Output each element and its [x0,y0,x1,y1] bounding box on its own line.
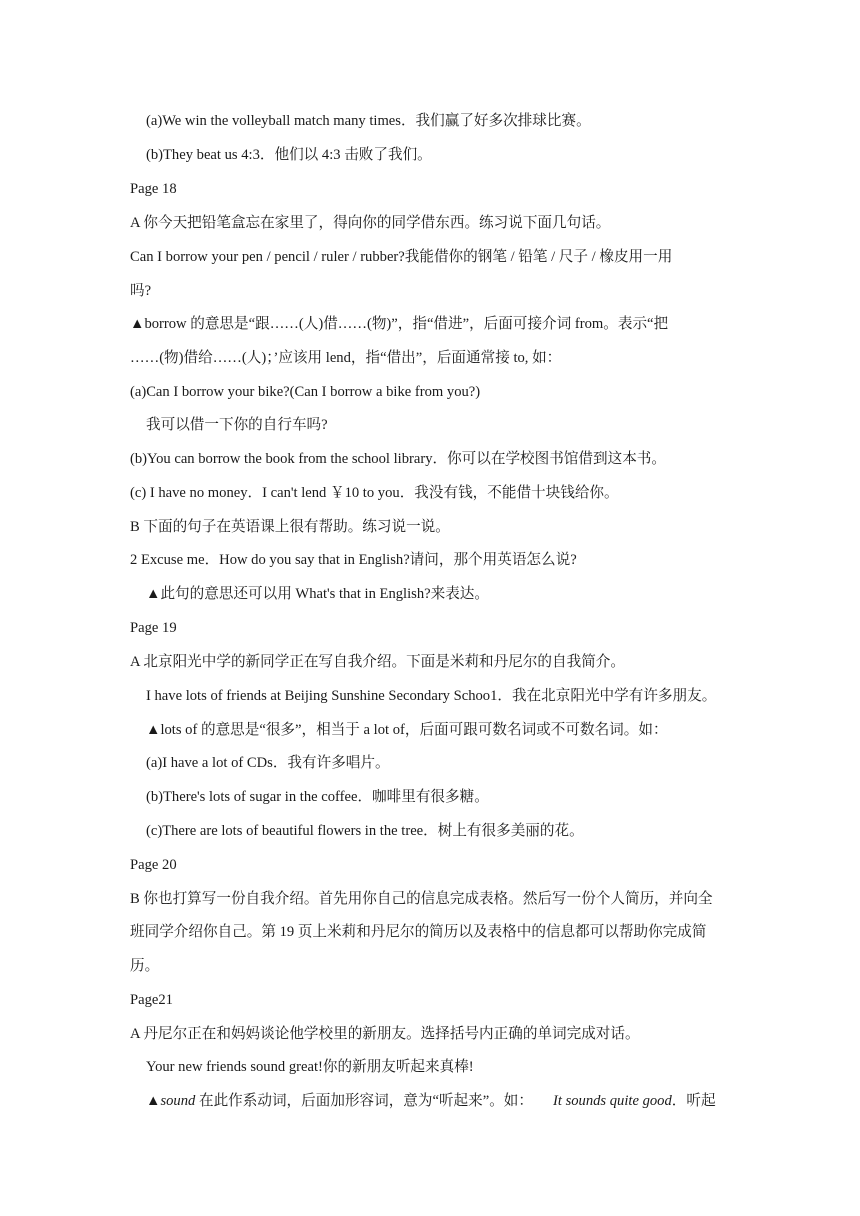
text-line: (a)We win the volleyball match many times．我们赢了好多次排球比赛。 [146,113,591,129]
example-sentence: It sounds quite good [553,1093,672,1109]
page-heading: Page 19 [130,620,177,636]
note-text-tail: ．听起 [671,1093,716,1109]
note-line: ▲lots of 的意思是“很多”，相当于 a lot of，后面可跟可数名词或不可数名词。如： [146,722,668,738]
text-line: A 丹尼尔正在和妈妈谈论他学校里的新朋友。选择括号内正确的单词完成对话。 [130,1026,640,1042]
text-line: (a)I have a lot of CDs．我有许多唱片。 [146,755,390,771]
text-line: 我可以借一下你的自行车吗? [146,417,328,433]
text-line: Can I borrow your pen / pencil / ruler / rubber?我能借你的钢笔 / 铅笔 / 尺子 / 橡皮用一用 [130,249,673,265]
text-line: 历。 [130,958,160,974]
page-heading: Page 18 [130,181,177,197]
text-line: (b)You can borrow the book from the school library．你可以在学校图书馆借到这本书。 [130,451,666,467]
text-line: 班同学介绍你自己。第 19 页上米莉和丹尼尔的简历以及表格中的信息都可以帮助你完成简 [130,924,707,940]
page-heading: Page 20 [130,857,177,873]
triangle-marker: ▲ [146,1093,161,1109]
text-line: 2 Excuse me．How do you say that in English?请问，那个用英语怎么说? [130,552,577,568]
text-line: A 你今天把铅笔盒忘在家里了，得向你的同学借东西。练习说下面几句话。 [130,215,611,231]
note-line: ▲此句的意思还可以用 What's that in English?来表达。 [146,586,489,602]
page-heading: Page21 [130,992,173,1008]
text-line: (b)There's lots of sugar in the coffee．咖啡里有很多糖。 [146,789,489,805]
text-line: Your new friends sound great!你的新朋友听起来真棒! [146,1059,474,1075]
text-line: (c)There are lots of beautiful flowers in the tree．树上有很多美丽的花。 [146,823,584,839]
keyword: sound [160,1093,196,1109]
text-line: A 北京阳光中学的新同学正在写自我介绍。下面是米莉和丹尼尔的自我简介。 [130,654,625,670]
text-line: (b)They beat us 4:3．他们以 4:3 击败了我们。 [146,147,432,163]
text-line: (a)Can I borrow your bike?(Can I borrow a bike from you?) [130,384,481,400]
text-line: (c) I have no money．I can't lend ￥10 to you．我没有钱，不能借十块钱给你。 [130,485,619,501]
text-line: B 你也打算写一份自我介绍。首先用你自己的信息完成表格。然后写一份个人简历，并向全 [130,891,713,907]
text-line: 吗? [130,283,152,299]
note-line: ……(物)借给……(人)；’应该用 lend，指“借出”，后面通常接 to, 如： [130,350,562,366]
note-line: ▲borrow 的意思是“跟……(人)借……(物)”，指“借进”，后面可接介词 from。表示“把 [130,316,669,332]
text-line: I have lots of friends at Beijing Sunshine Secondary Schoo1．我在北京阳光中学有许多朋友。 [146,688,717,704]
note-line [146,1091,716,1111]
note-text: 在此作系动词，后面加形容词，意为“听起来”。如： [195,1093,533,1109]
text-line: B 下面的句子在英语课上很有帮助。练习说一说。 [130,519,450,535]
